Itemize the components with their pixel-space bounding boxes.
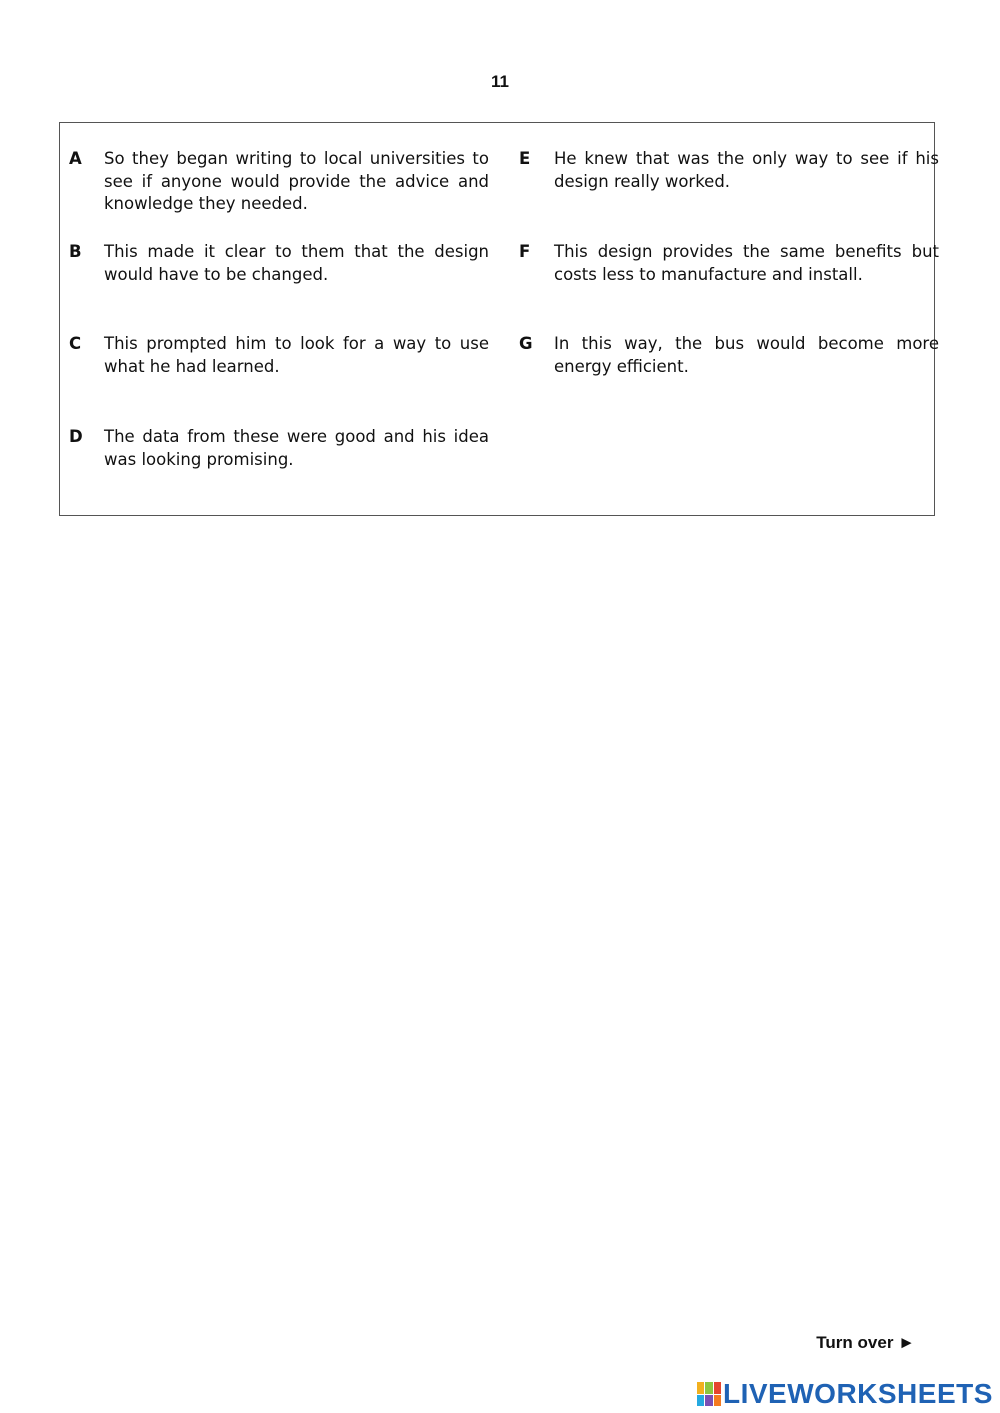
option-letter: B xyxy=(69,242,82,261)
option-f xyxy=(519,241,939,286)
liveworksheets-icon xyxy=(697,1382,721,1406)
option-text: This made it clear to them that the design would have to be changed. xyxy=(104,242,489,284)
option-b xyxy=(69,241,489,286)
liveworksheets-wordmark: LIVEWORKSHEETS xyxy=(723,1378,993,1409)
option-c xyxy=(69,333,489,378)
option-a xyxy=(69,148,489,216)
option-letter: G xyxy=(519,334,533,353)
option-text: The data from these were good and his idea was looking promising. xyxy=(104,427,489,469)
option-letter: F xyxy=(519,242,531,261)
liveworksheets-logo xyxy=(697,1378,993,1410)
option-text: This design provides the same benefits but costs less to manufacture and install. xyxy=(554,242,939,284)
option-g xyxy=(519,333,939,378)
page-number: 11 xyxy=(491,72,509,91)
option-text: So they began writing to local universities to see if anyone would provide the advice and knowledge they needed. xyxy=(104,149,489,213)
option-letter: D xyxy=(69,427,83,446)
option-letter: E xyxy=(519,149,531,168)
option-text: In this way, the bus would become more energy efficient. xyxy=(554,334,939,376)
option-text: This prompted him to look for a way to use what he had learned. xyxy=(104,334,489,376)
option-text: He knew that was the only way to see if his design really worked. xyxy=(554,149,939,191)
turn-over-label: Turn over ► xyxy=(816,1333,915,1352)
option-d xyxy=(69,426,489,471)
sentence-options-box xyxy=(59,122,939,516)
option-letter: A xyxy=(69,149,82,168)
option-letter: C xyxy=(69,334,82,353)
option-e xyxy=(519,148,939,193)
